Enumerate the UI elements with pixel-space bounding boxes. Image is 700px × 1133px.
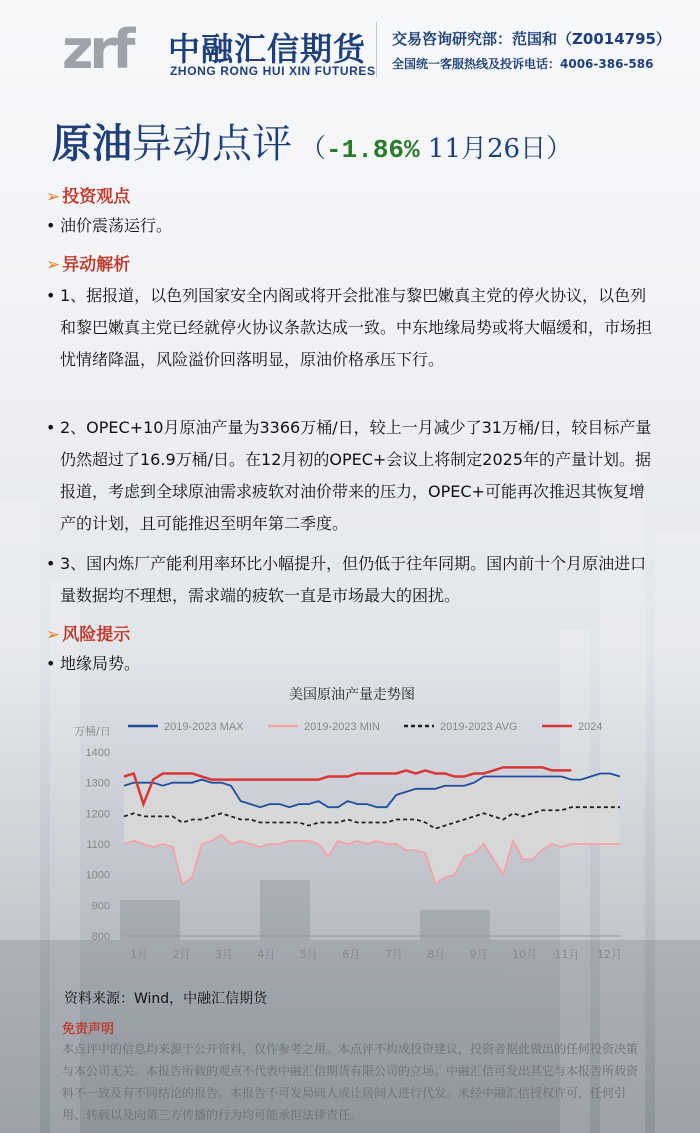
header-divider: [376, 22, 377, 78]
company-name-en: ZHONG RONG HUI XIN FUTURES: [170, 64, 376, 78]
x-tick-label: 4月: [257, 948, 276, 961]
x-tick-label: 8月: [427, 948, 446, 961]
page-title: [52, 112, 572, 172]
report-header: [0, 0, 700, 100]
title-paren-open: （: [300, 134, 327, 164]
x-tick-label: 2月: [172, 948, 191, 961]
x-tick-label: 12月: [597, 948, 623, 961]
y-tick-label: 900: [91, 900, 110, 913]
title-date: 11月26日）: [419, 134, 573, 164]
x-tick-label: 11月: [554, 948, 580, 961]
range-band: [124, 773, 620, 883]
analyst-contact: 交易咨询研究部：范国和（Z0014795）: [392, 30, 671, 48]
section-heading-view: ➢ 投资观点: [46, 187, 131, 207]
y-tick-label: 800: [91, 931, 110, 943]
company-name-cn: 中融汇信期货: [168, 30, 367, 68]
disclaimer-heading: 免责声明: [62, 1022, 115, 1037]
y-axis-label: 万桶/日: [74, 725, 111, 738]
x-tick-label: 1月: [130, 948, 148, 961]
legend-label: 2019-2023 AVG: [440, 721, 518, 733]
bullet-dot-icon: •: [46, 216, 56, 235]
company-logo: zrf: [62, 18, 132, 81]
legend-label: 2019-2023 MIN: [304, 721, 380, 733]
analysis-item: • 3、国内炼厂产能利用率环比小幅提升，但仍低于往年同期。国内前十个月原油进口量数据均不理想，需求端的疲软一直是市场最大的困扰。: [46, 548, 658, 612]
y-tick-label: 1200: [85, 808, 110, 821]
y-tick-label: 1400: [85, 747, 110, 759]
bullet-dot-icon: •: [46, 654, 56, 673]
title-price-change: -1.86%: [326, 135, 420, 165]
x-tick-label: 3月: [214, 948, 233, 961]
risk-item: • 地缘局势。: [46, 648, 658, 680]
view-item: • 油价震荡运行。: [46, 210, 658, 242]
y-tick-label: 1300: [85, 777, 110, 790]
legend-label: 2019-2023 MAX: [164, 721, 244, 733]
legend-label: 2024: [578, 721, 603, 733]
chart-plot: [72, 680, 632, 980]
section-heading-risk: ➢ 风险提示: [46, 625, 131, 645]
x-tick-label: 5月: [299, 948, 318, 961]
y-tick-label: 1100: [86, 839, 110, 851]
section-heading-analysis: ➢ 异动解析: [46, 255, 131, 275]
bullet-dot-icon: •: [46, 286, 56, 305]
x-tick-label: 6月: [342, 948, 361, 961]
bullet-dot-icon: •: [46, 554, 56, 573]
title-commodity: 原油: [52, 120, 132, 167]
arrow-right-icon: ➢: [46, 625, 61, 645]
title-report-type: 异动点评: [132, 121, 292, 167]
analysis-item: • 1、据报道，以色列国家安全内阁或将开会批准与黎巴嫩真主党的停火协议，以色列和黎巴嫩真主党已经就停火协议条款达成一致。中东地缘局势或将大幅缓和，市场担忧情绪降温，风险溢价回落明显，原油价格承压下行。: [46, 280, 658, 376]
disclaimer-text: 本点评中的信息均来源于公开资料，仅作参考之用。本点评不构成投资建议，投资者据此做出的任何投资决策与本公司无关。本报告所载的观点不代表中融汇信期货有限公司的立场。中融汇信可发出其它与本报告所载资料不一致及有不同结论的报告。本报告不可发局间人或让居间人进行代发。未经中融汇信授权许可，任何引用、转载以及向第三方传播的行为均可能承担法律责任。: [62, 1042, 639, 1122]
arrow-right-icon: ➢: [46, 187, 61, 207]
chart-title: 美国原油产量走势图: [289, 687, 415, 703]
crude-production-chart: [72, 680, 632, 980]
y-tick-label: 1000: [85, 869, 110, 882]
x-tick-label: 7月: [384, 948, 403, 961]
service-hotline: 全国统一客服热线及投诉电话：4006-386-586: [392, 57, 654, 71]
bullet-dot-icon: •: [46, 418, 56, 437]
x-tick-label: 9月: [469, 948, 488, 961]
x-tick-label: 10月: [512, 948, 538, 961]
arrow-right-icon: ➢: [46, 255, 61, 275]
analysis-item: • 2、OPEC+10月原油产量为3366万桶/日，较上一月减少了31万桶/日，较目标产量仍然超过了16.9万桶/日。在12月初的OPEC+会议上将制定2025年的产量计划。据报道，考虑到全球原油需求疲软对油价带来的压力，OPEC+可能再次推迟其恢复增产的计划，且可能推迟至明年第二季度。: [46, 412, 658, 540]
data-source: 资料来源：Wind，中融汇信期货: [64, 991, 268, 1007]
